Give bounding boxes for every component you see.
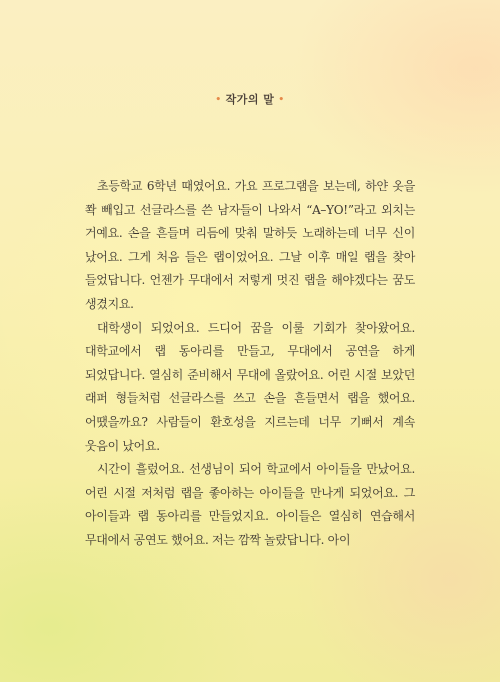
paragraph-2: 대학생이 되었어요. 드디어 꿈을 이룰 기회가 찾아왔어요. 대학교에서 랩 동아리를 만들고, 무대에서 공연을 하게 되었답니다. 열심히 준비해서 무대에 올랐어요. 어린 시절 보았던 래퍼 형들처럼 선글라스를 쓰고 손을 흔들면서 랩을 했어요. 어땠을까요? 사람들이 환호성을 지르는데 너무 기뻐서 계속 웃음이 났어요. — [85, 320, 415, 453]
paragraph-3: 시간이 흘렀어요. 선생님이 되어 학교에서 아이들을 만났어요. 어린 시절 저처럼 랩을 좋아하는 아이들을 만나게 되었어요. 그 아이들과 랩 동아리를 만들었지요. 아이들은 열심히 연습해서 무대에서 공연도 했어요. 저는 깜짝 놀랐답니다. 아이 — [85, 462, 415, 547]
paragraph-1: 초등학교 6학년 때였어요. 가요 프로그램을 보는데, 하얀 옷을 쫙 빼입고 선글라스를 쓴 남자들이 나와서 “A–YO!”라고 외치는 거예요. 손을 흔들며 리듬에 맞춰 말하듯 노래하는데 너무 신이 났어요. 그게 처음 들은 랩이었어요. 그날 이후 매일 랩을 찾아 들었답니다. 언젠가 무대에서 저렇게 멋진 랩을 해야겠다는 꿈도 생겼지요. — [85, 179, 415, 311]
heading-dot-right: • — [278, 95, 285, 105]
heading-dot-left: • — [215, 95, 222, 105]
section-heading — [0, 91, 500, 107]
body-text — [85, 175, 415, 553]
heading-title: 작가의 말 — [225, 93, 275, 106]
